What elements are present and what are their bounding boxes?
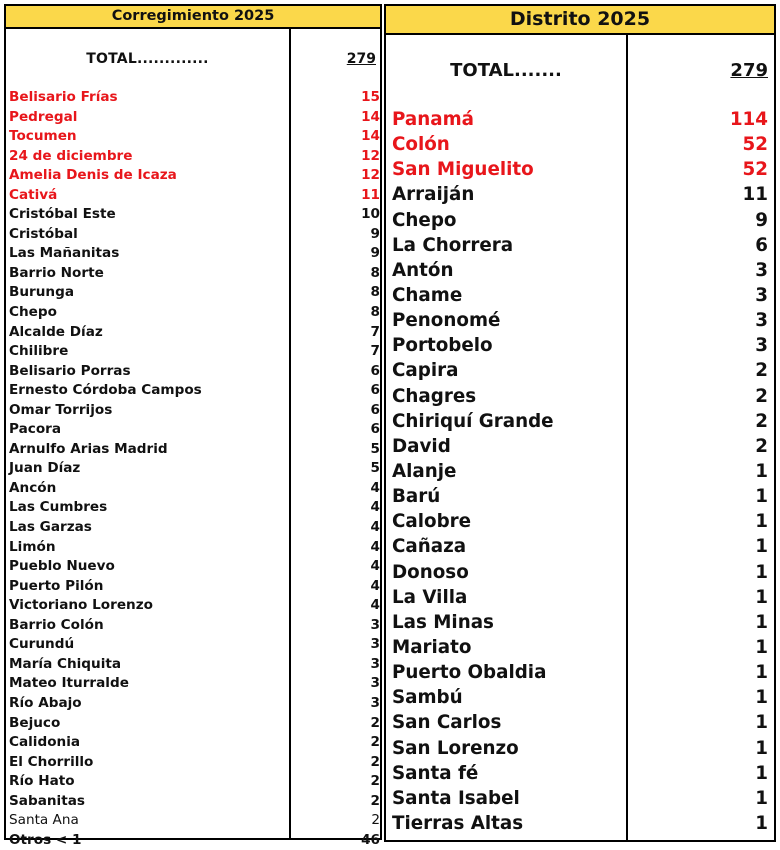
table-row bbox=[386, 560, 774, 585]
row-value: 14 bbox=[361, 128, 380, 145]
table-row bbox=[386, 534, 774, 559]
row-value: 1 bbox=[755, 787, 768, 809]
row-name: Cristóbal bbox=[9, 225, 78, 242]
row-name: La Villa bbox=[392, 586, 468, 608]
row-value: 1 bbox=[755, 762, 768, 784]
row-value: 46 bbox=[361, 831, 380, 848]
row-value: 2 bbox=[370, 734, 380, 751]
row-value: 1 bbox=[755, 712, 768, 734]
table-row bbox=[6, 596, 380, 616]
row-name: Belisario Frías bbox=[9, 89, 118, 105]
row-value: 10 bbox=[361, 206, 380, 223]
row-value: 8 bbox=[370, 304, 380, 321]
row-name: Ernesto Córdoba Campos bbox=[9, 382, 202, 399]
table-row bbox=[6, 538, 380, 558]
row-name: Penonomé bbox=[392, 310, 501, 332]
row-value: 2 bbox=[755, 410, 768, 432]
row-value: 3 bbox=[755, 310, 768, 332]
table-row bbox=[386, 635, 774, 660]
table-row bbox=[6, 498, 380, 518]
row-name: Chepo bbox=[392, 209, 457, 231]
table-row bbox=[6, 225, 380, 245]
row-name: Santa Isabel bbox=[392, 787, 520, 809]
row-name: Barrio Colón bbox=[9, 616, 104, 633]
corregimiento-list bbox=[6, 88, 380, 850]
row-value: 2 bbox=[755, 360, 768, 382]
row-value: 7 bbox=[370, 343, 380, 360]
row-name: Barrio Norte bbox=[9, 264, 104, 281]
row-name: María Chiquita bbox=[9, 655, 122, 672]
table-row bbox=[386, 761, 774, 786]
row-name: Río Hato bbox=[9, 773, 75, 790]
table-row bbox=[6, 811, 380, 831]
row-name: Ancón bbox=[9, 479, 57, 496]
row-value: 9 bbox=[370, 225, 380, 242]
row-value: 4 bbox=[370, 558, 380, 575]
corregimiento-total-label: TOTAL............. bbox=[86, 51, 209, 67]
row-name: Sabanitas bbox=[9, 792, 85, 809]
row-value: 11 bbox=[742, 184, 768, 206]
table-row bbox=[6, 264, 380, 284]
row-value: 3 bbox=[370, 675, 380, 692]
table-row bbox=[6, 479, 380, 499]
table-row bbox=[386, 484, 774, 509]
corregimiento-header: Corregimiento 2025 bbox=[6, 6, 380, 29]
table-row bbox=[386, 585, 774, 610]
row-value: 6 bbox=[370, 362, 380, 379]
row-name: Chepo bbox=[9, 304, 57, 321]
table-row bbox=[386, 308, 774, 333]
row-value: 1 bbox=[755, 460, 768, 482]
row-name: Puerto Pilón bbox=[9, 577, 104, 594]
table-row bbox=[6, 440, 380, 460]
row-name: David bbox=[392, 435, 451, 457]
table-row bbox=[386, 811, 774, 836]
row-name: Colón bbox=[392, 134, 450, 156]
table-row bbox=[6, 244, 380, 264]
row-name: Puerto Obaldia bbox=[392, 662, 547, 684]
row-name: Cañaza bbox=[392, 536, 467, 558]
table-row bbox=[6, 518, 380, 538]
row-name: San Miguelito bbox=[392, 159, 534, 181]
row-name: Alcalde Díaz bbox=[9, 323, 103, 340]
row-value: 4 bbox=[370, 519, 380, 536]
row-name: Alanje bbox=[392, 460, 457, 482]
distrito-total-value: 279 bbox=[730, 60, 768, 81]
row-value: 6 bbox=[755, 234, 768, 256]
table-row bbox=[6, 205, 380, 225]
table-row bbox=[386, 509, 774, 534]
distrito-table bbox=[384, 4, 776, 842]
row-value: 11 bbox=[361, 186, 380, 203]
row-value: 2 bbox=[370, 773, 380, 790]
row-value: 5 bbox=[370, 440, 380, 457]
row-name: La Chorrera bbox=[392, 234, 514, 256]
row-name: Arnulfo Arias Madrid bbox=[9, 440, 168, 457]
row-value: 2 bbox=[370, 792, 380, 809]
row-name: Pueblo Nuevo bbox=[9, 558, 115, 575]
table-row bbox=[6, 753, 380, 773]
row-value: 1 bbox=[755, 536, 768, 558]
row-value: 2 bbox=[755, 385, 768, 407]
table-row bbox=[386, 208, 774, 233]
table-row bbox=[386, 685, 774, 710]
row-name: Calidonia bbox=[9, 734, 81, 751]
row-name: Cristóbal Este bbox=[9, 206, 116, 223]
row-value: 2 bbox=[370, 753, 380, 770]
table-row bbox=[6, 323, 380, 343]
corregimiento-total-value: 279 bbox=[346, 51, 376, 67]
table-row bbox=[6, 714, 380, 734]
table-row bbox=[6, 674, 380, 694]
row-value: 4 bbox=[370, 597, 380, 614]
row-value: 14 bbox=[361, 108, 380, 125]
table-row bbox=[6, 381, 380, 401]
row-name: Chilibre bbox=[9, 343, 69, 360]
row-name: Santa Ana bbox=[9, 812, 79, 829]
table-row bbox=[386, 333, 774, 358]
row-value: 2 bbox=[755, 435, 768, 457]
row-name: Las Cumbres bbox=[9, 499, 108, 516]
row-name: Mateo Iturralde bbox=[9, 675, 129, 692]
table-row bbox=[386, 358, 774, 383]
row-name: Victoriano Lorenzo bbox=[9, 597, 153, 614]
row-name: Burunga bbox=[9, 284, 75, 301]
row-value: 3 bbox=[370, 636, 380, 653]
row-name: Bejuco bbox=[9, 714, 61, 731]
table-row bbox=[386, 786, 774, 811]
table-row bbox=[386, 107, 774, 132]
row-name: Panamá bbox=[392, 109, 474, 130]
row-value: 6 bbox=[370, 421, 380, 438]
table-row bbox=[6, 557, 380, 577]
row-name: Chiriquí Grande bbox=[392, 410, 554, 432]
row-name: Chame bbox=[392, 284, 463, 306]
table-row bbox=[6, 420, 380, 440]
row-value: 1 bbox=[755, 662, 768, 684]
table-row bbox=[6, 655, 380, 675]
row-value: 12 bbox=[361, 147, 380, 164]
table-row bbox=[386, 736, 774, 761]
table-row bbox=[386, 157, 774, 182]
row-value: 3 bbox=[370, 694, 380, 711]
row-name: Amelia Denis de Icaza bbox=[9, 167, 177, 184]
row-value: 1 bbox=[755, 687, 768, 709]
row-value: 5 bbox=[370, 460, 380, 477]
row-value: 9 bbox=[755, 209, 768, 231]
row-name: Pedregal bbox=[9, 108, 78, 125]
table-row bbox=[386, 384, 774, 409]
table-row bbox=[6, 694, 380, 714]
row-name: Mariato bbox=[392, 636, 472, 658]
table-row bbox=[6, 303, 380, 323]
row-name: San Carlos bbox=[392, 712, 502, 734]
row-name: Antón bbox=[392, 259, 454, 281]
row-name: Barú bbox=[392, 486, 441, 508]
row-value: 15 bbox=[361, 89, 380, 105]
table-row bbox=[6, 772, 380, 792]
table-row bbox=[6, 401, 380, 421]
row-value: 1 bbox=[755, 812, 768, 834]
distrito-header: Distrito 2025 bbox=[386, 6, 774, 35]
row-name: Limón bbox=[9, 538, 56, 555]
table-row bbox=[6, 459, 380, 479]
table-row bbox=[386, 409, 774, 434]
row-value: 3 bbox=[755, 335, 768, 357]
row-name: Portobelo bbox=[392, 335, 493, 357]
table-row bbox=[386, 283, 774, 308]
row-name: Las Garzas bbox=[9, 519, 92, 536]
row-name: Omar Torrijos bbox=[9, 401, 113, 418]
distrito-total-label: TOTAL....... bbox=[450, 60, 562, 81]
row-value: 4 bbox=[370, 479, 380, 496]
table-row bbox=[386, 182, 774, 207]
table-row bbox=[386, 610, 774, 635]
table-row bbox=[386, 710, 774, 735]
row-value: 3 bbox=[755, 284, 768, 306]
row-name: Otros < 1 bbox=[9, 831, 82, 848]
corregimiento-table bbox=[4, 4, 382, 848]
row-name: Cativá bbox=[9, 186, 58, 203]
table-row bbox=[6, 831, 380, 850]
row-name: El Chorrillo bbox=[9, 753, 94, 770]
distrito-list bbox=[386, 107, 774, 836]
row-value: 52 bbox=[742, 159, 768, 181]
row-name: Río Abajo bbox=[9, 694, 82, 711]
row-name: Curundú bbox=[9, 636, 75, 653]
table-row bbox=[6, 127, 380, 147]
table-row bbox=[386, 258, 774, 283]
table-row bbox=[6, 635, 380, 655]
row-value: 8 bbox=[370, 284, 380, 301]
table-row bbox=[386, 434, 774, 459]
row-value: 3 bbox=[370, 616, 380, 633]
row-value: 9 bbox=[370, 245, 380, 262]
table-row bbox=[6, 88, 380, 108]
row-name: 24 de diciembre bbox=[9, 147, 133, 164]
row-value: 8 bbox=[370, 264, 380, 281]
table-row bbox=[6, 283, 380, 303]
row-name: Donoso bbox=[392, 561, 469, 583]
row-name: Capira bbox=[392, 360, 459, 382]
row-value: 4 bbox=[370, 538, 380, 555]
row-name: Tocumen bbox=[9, 128, 77, 145]
row-value: 6 bbox=[370, 382, 380, 399]
row-name: Pacora bbox=[9, 421, 62, 438]
row-value: 2 bbox=[370, 714, 380, 731]
table-row bbox=[6, 147, 380, 167]
row-value: 1 bbox=[755, 737, 768, 759]
row-value: 3 bbox=[755, 259, 768, 281]
table-row bbox=[6, 792, 380, 812]
row-name: Juan Díaz bbox=[9, 460, 81, 477]
table-row bbox=[6, 577, 380, 597]
row-name: Santa fé bbox=[392, 762, 479, 784]
table-row bbox=[386, 660, 774, 685]
row-name: Tierras Altas bbox=[392, 812, 524, 834]
row-value: 1 bbox=[755, 586, 768, 608]
row-value: 1 bbox=[755, 486, 768, 508]
table-row bbox=[6, 342, 380, 362]
table-row bbox=[386, 132, 774, 157]
row-name: Las Minas bbox=[392, 611, 494, 633]
table-row bbox=[6, 166, 380, 186]
row-value: 2 bbox=[371, 812, 380, 829]
table-row bbox=[386, 233, 774, 258]
table-row bbox=[6, 186, 380, 206]
table-row bbox=[6, 616, 380, 636]
row-name: Calobre bbox=[392, 511, 472, 533]
row-name: Belisario Porras bbox=[9, 362, 131, 379]
row-name: Las Mañanitas bbox=[9, 245, 120, 262]
row-name: Arraiján bbox=[392, 184, 475, 206]
table-row bbox=[6, 108, 380, 128]
row-value: 4 bbox=[370, 499, 380, 516]
row-value: 7 bbox=[370, 323, 380, 340]
row-value: 1 bbox=[755, 636, 768, 658]
row-value: 6 bbox=[370, 401, 380, 418]
table-row bbox=[6, 733, 380, 753]
row-value: 1 bbox=[755, 511, 768, 533]
row-value: 114 bbox=[729, 109, 768, 130]
table-row bbox=[386, 459, 774, 484]
row-value: 4 bbox=[370, 577, 380, 594]
row-value: 1 bbox=[755, 611, 768, 633]
row-value: 12 bbox=[361, 167, 380, 184]
table-row bbox=[6, 362, 380, 382]
row-name: Chagres bbox=[392, 385, 477, 407]
row-name: Sambú bbox=[392, 687, 463, 709]
row-name: San Lorenzo bbox=[392, 737, 519, 759]
row-value: 52 bbox=[742, 134, 768, 156]
row-value: 3 bbox=[370, 655, 380, 672]
row-value: 1 bbox=[755, 561, 768, 583]
